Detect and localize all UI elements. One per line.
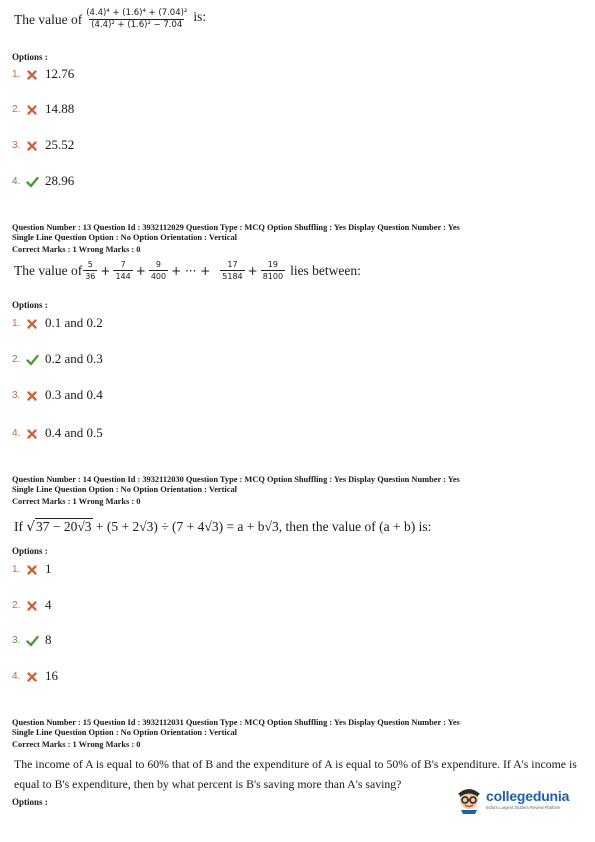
q14-option-2[interactable]: 2. 4 [12,597,52,612]
q13-fraction-3: $\frac{9}{400}$ [150,260,167,281]
q12-fraction [84,8,189,31]
q13-option-4[interactable]: 4. 0.4 and 0.5 [12,425,103,440]
q13-fraction-2: $\frac{7}{144}$ [115,260,131,281]
q14-rest: + (5 + 2√3) ÷ (7 + 4√3) = a + b√3, then the value of (a + b) is: [95,519,432,534]
q15-options-label: Options : [12,797,48,807]
q12-option-3[interactable] [12,137,74,153]
q12-option-1[interactable] [12,66,74,82]
q14-meta-line2: Single Line Question Option : No Option Orientation : Vertical [12,485,237,494]
q14-meta [12,475,587,507]
q12-option-2[interactable] [12,101,74,117]
q14-option-4[interactable]: 4. 16 [12,668,58,683]
q12-denominator: (4.4)² + (1.6)² − 7.04 [91,20,183,30]
q13-option-1[interactable]: 1. 0.1 and 0.2 [12,315,103,330]
logo-tagline: India's Largest Student Review Platform [486,805,561,810]
cross-icon [26,670,40,682]
q13-meta-line2: Single Line Question Option : No Option Orientation : Vertical [12,233,237,242]
cross-icon [26,563,40,575]
option-text: 25.52 [45,137,75,152]
q15-line1: The income of A is equal to 60% that of B and the expenditure of A is equal to 50% of B's expenditure. If A's income is [14,757,577,771]
option-number: 2. [12,103,21,115]
q13-option-3[interactable]: 3. 0.3 and 0.4 [12,387,103,402]
q15-marks: Correct Marks : 1 Wrong Marks : 0 [12,740,141,749]
q13-fraction-1: $\frac{5}{36}$ [85,260,96,281]
q14-option-3[interactable]: 3. 8 [12,632,52,647]
q12-option-4[interactable] [12,173,74,189]
cross-icon [26,389,40,401]
check-icon [26,634,40,646]
q14-if: If [14,519,23,534]
student-mascot-icon [455,784,483,814]
check-icon [26,353,40,365]
q13-question: The value of $\frac{5}{36}$ + $\frac{7}{144}$ + $\frac{9}{400}$ + ··· + $\frac{17}{5184}$ + $\frac{19}{8100}$ lies between: [14,260,361,281]
q13-fraction-4: $\frac{17}{5184}$ [222,260,243,281]
q15-line2: equal to B's expenditure, then by what percent is B's saving more than A's saving? [14,777,402,791]
cross-icon [26,68,40,80]
check-icon [26,175,40,187]
q14-sqrt-body: 37 − 20√3 [35,519,92,534]
q14-option-1[interactable]: 1. 1 [12,561,52,576]
q14-question [14,518,431,535]
q14-options-label: Options : [12,546,48,556]
q13-meta [12,223,587,255]
q13-options-label: Options : [12,300,48,310]
option-number: 3. [12,139,21,151]
cross-icon [26,103,40,115]
logo-name: collegedunia [486,788,570,804]
q12-numerator: (4.4)⁴ + (1.6)⁴ + (7.04)² [86,8,188,18]
q13-prefix: The value of [14,262,83,278]
q13-meta-line1: Question Number : 13 Question Id : 3932112029 Question Type : MCQ Option Shuffling : Yes Display Question Number : Yes [12,223,460,232]
option-text: 28.96 [45,173,75,188]
q15-meta-line1: Question Number : 15 Question Id : 3932112031 Question Type : MCQ Option Shuffling : Yes Display Question Number : Yes [12,718,460,727]
q14-marks: Correct Marks : 1 Wrong Marks : 0 [12,497,141,506]
cross-icon [26,139,40,151]
option-number: 4. [12,175,21,187]
q15-meta-line2: Single Line Question Option : No Option Orientation : Vertical [12,728,237,737]
option-number: 1. [12,68,21,80]
q13-fraction-5: $\frac{19}{8100}$ [262,260,284,281]
collegedunia-logo [455,784,569,814]
q15-meta [12,718,587,750]
q12-suffix: is: [193,8,207,24]
option-text: 14.88 [45,101,75,116]
option-text: 12.76 [45,66,75,81]
cross-icon [26,427,40,439]
sqrt-symbol: √ [26,519,35,535]
cross-icon [26,599,40,611]
q12-options-label: Options : [12,52,48,62]
cross-icon [26,317,40,329]
q13-marks: Correct Marks : 1 Wrong Marks : 0 [12,245,141,254]
q13-option-2[interactable]: 2. 0.2 and 0.3 [12,351,103,366]
q12-question [14,8,206,31]
q14-meta-line1: Question Number : 14 Question Id : 3932112030 Question Type : MCQ Option Shuffling : Yes Display Question Number : Yes [12,475,460,484]
q12-prefix: The value of [14,11,83,27]
q13-suffix: lies between: [290,262,361,278]
